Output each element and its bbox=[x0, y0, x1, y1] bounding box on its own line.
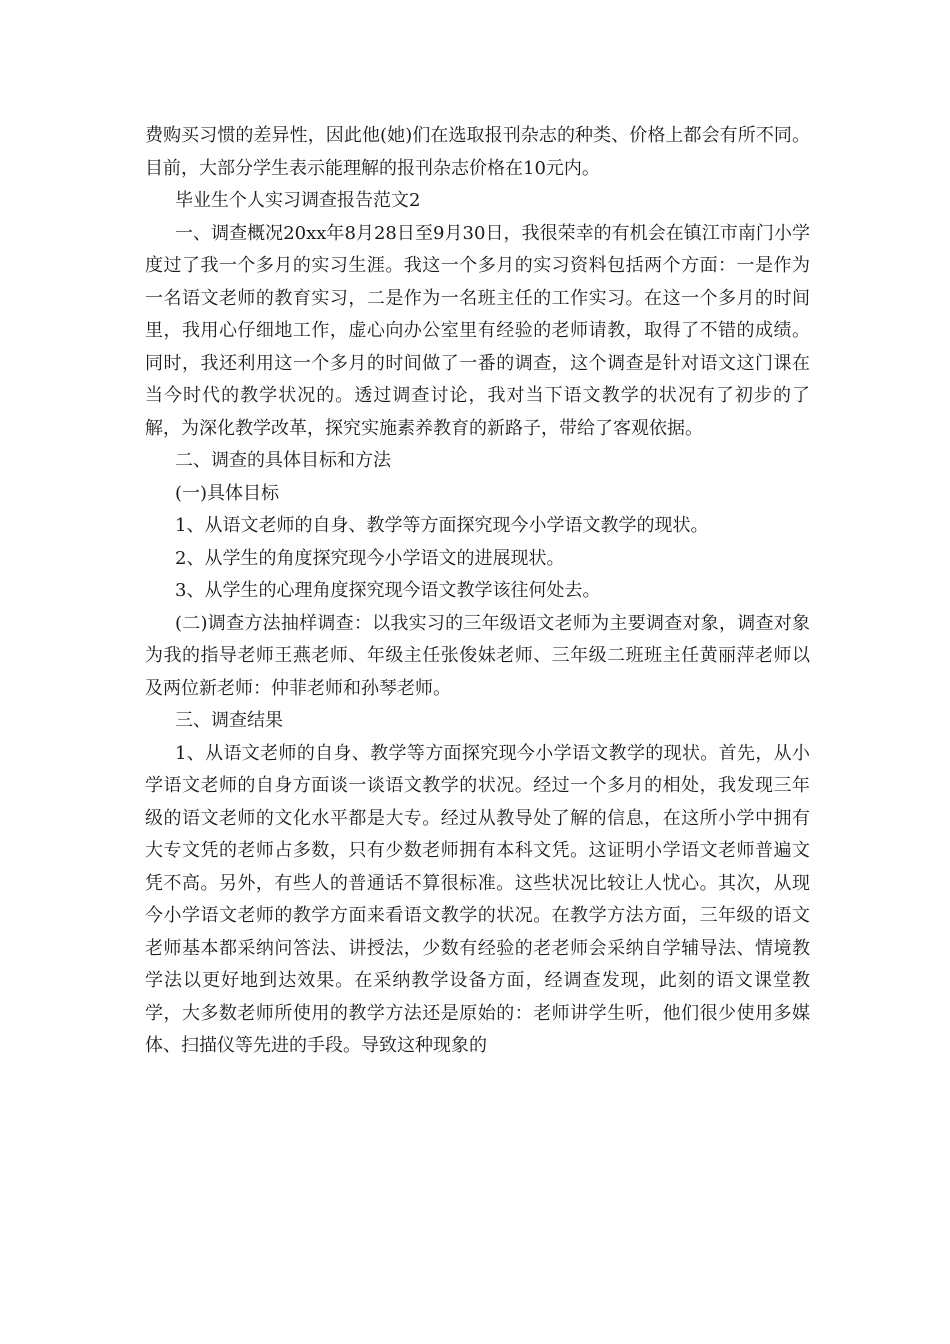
section-heading-goals-methods: 二、调查的具体目标和方法 bbox=[175, 450, 391, 471]
subheading-specific-goals: (一)具体目标 bbox=[175, 482, 280, 504]
list-item-goal-2: 2、从学生的角度探究现今小学语文的进展现状。 bbox=[175, 547, 565, 569]
section-heading-report-2: 毕业生个人实习调查报告范文2 bbox=[175, 190, 421, 211]
document-body bbox=[145, 120, 810, 1063]
paragraph-survey-method: (二)调查方法抽样调查：以我实习的三年级语文老师为主要调查对象，调查对象为我的指导老师王燕老师、年级主任张俊妹老师、三年级二班班主任黄丽萍老师以及两位新老师：仲菲老师和孙琴老师。 bbox=[145, 612, 810, 699]
section-heading-results: 三、调查结果 bbox=[175, 710, 283, 731]
paragraph-continuation: 费购买习惯的差异性，因此他(她)们在选取报刊杂志的种类、价格上都会有所不同。目前，大部分学生表示能理解的报刊杂志价格在10元内。 bbox=[145, 125, 810, 179]
list-item-goal-3: 3、从学生的心理角度探究现今语文教学该往何处去。 bbox=[175, 580, 601, 601]
list-item-goal-1: 1、从语文老师的自身、教学等方面探究现今小学语文教学的现状。 bbox=[175, 515, 709, 536]
paragraph-results-1: 1、从语文老师的自身、教学等方面探究现今小学语文教学的现状。首先，从小学语文老师的自身方面谈一谈语文教学的状况。经过一个多月的相处，我发现三年级的语文老师的文化水平都是大专。经过从教导处了解的信息，在这所小学中拥有大专文凭的老师占多数，只有少数老师拥有本科文凭。这证明小学语文老师普遍文凭不高。另外，有些人的普通话不算很标准。这些状况比较让人忧心。其次，从现今小学语文老师的教学方面来看语文教学的状况。在教学方法方面，三年级的语文老师基本都采纳问答法、讲授法，少数有经验的老老师会采纳自学辅导法、情境教学法以更好地到达效果。在采纳教学设备方面，经调查发现，此刻的语文课堂教学，大多数老师所使用的教学方法还是原始的：老师讲学生听，他们很少使用多媒体、扫描仪等先进的手段。导致这种现象的 bbox=[145, 742, 810, 1056]
paragraph-survey-overview: 一、调查概况20xx年8月28日至9月30日，我很荣幸的有机会在镇江市南门小学度过了我一个多月的实习生涯。我这一个多月的实习资料包括两个方面：一是作为一名语文老师的教育实习，二是作为一名班主任的工作实习。在这一个多月的时间里，我用心仔细地工作，虚心向办公室里有经验的老师请教，取得了不错的成绩。同时，我还利用这一个多月的时间做了一番的调查，这个调查是针对语文这门课在当今时代的教学状况的。透过调查讨论，我对当下语文教学的状况有了初步的了解，为深化教学改革，探究实施素养教育的新路子，带给了客观依据。 bbox=[145, 222, 810, 439]
